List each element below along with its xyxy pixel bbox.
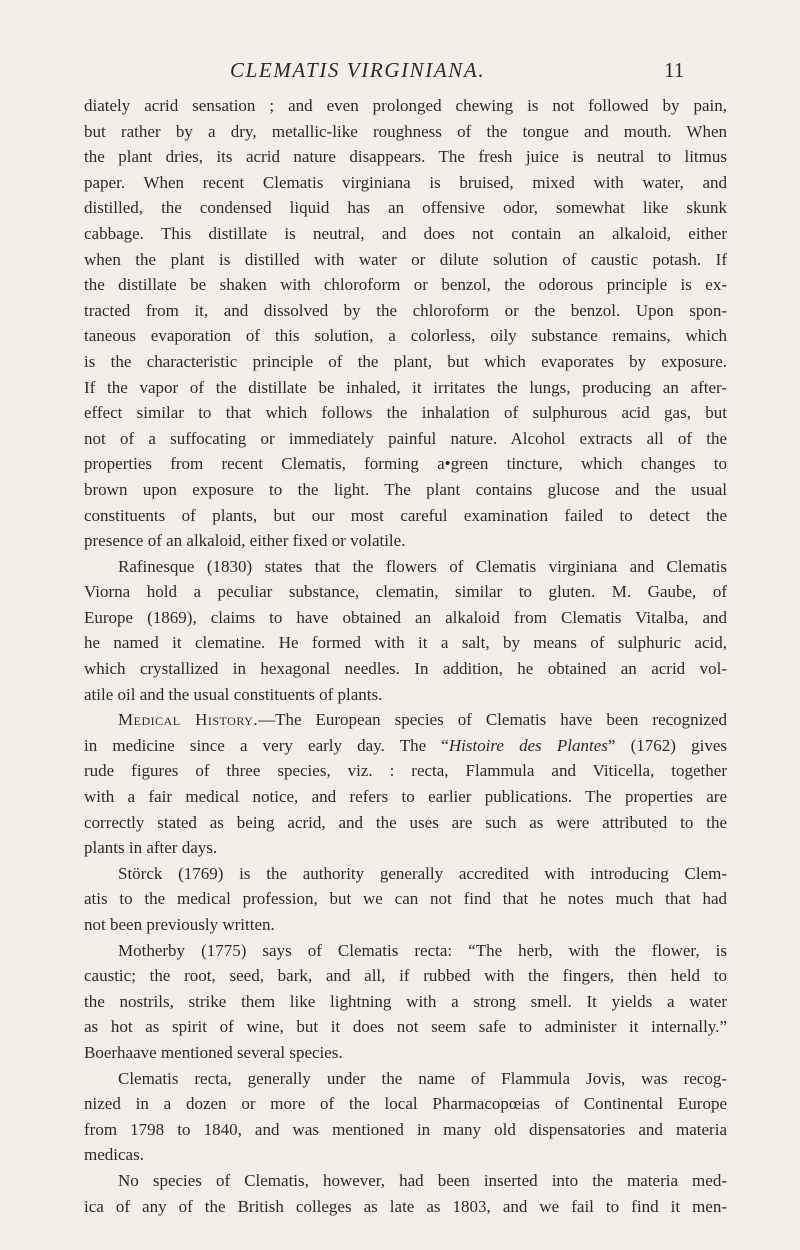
text-line: distilled, the condensed liquid has an offensive odor, somewhat like skunk [84, 198, 727, 218]
section-heading-rest: —The European species of Clematis have been recognized [258, 710, 727, 730]
text-line: not of a suffocating or immediately painful nature. Alcohol extracts all of the [84, 428, 727, 448]
text-line: plants in after days. [84, 838, 218, 858]
text-line: paper. When recent Clematis virginiana is bruised, mixed with water, and [84, 172, 727, 192]
text-line: as hot as spirit of wine, but it does not seem safe to administer it internally.” [84, 1017, 727, 1037]
text-line: Europe (1869), claims to have obtained an alkaloid from Clematis Vitalba, and [84, 607, 727, 627]
text-run: ” (1762) gives [607, 735, 727, 755]
text-line: No species of Clematis, however, had been inserted into the materia med- [118, 1170, 727, 1190]
running-head [0, 58, 800, 88]
text-line: he named it clematine. He formed with it a salt, by means of sulphuric acid, [84, 633, 727, 653]
section-heading-line [84, 707, 727, 733]
text-line: Motherby (1775) says of Clematis recta: “The herb, with the flower, is [118, 940, 727, 960]
text-line: cabbage. This distillate is neutral, and does not contain an alkaloid, either [84, 223, 727, 243]
text-line: which crystallized in hexagonal needles. In addition, he obtained an acrid vol- [84, 659, 727, 679]
text-line: ica of any of the British colleges as late as 1803, and we fail to find it men- [84, 1196, 727, 1216]
text-line: is the characteristic principle of the plant, but which evaporates by exposure. [84, 351, 727, 371]
text-line: the nostrils, strike them like lightning with a strong smell. It yields a water [84, 991, 727, 1011]
text-line: Boerhaave mentioned several species. [84, 1042, 343, 1062]
text-line: medicas. [84, 1145, 144, 1165]
text-line: properties from recent Clematis, forming a•green tincture, which changes to [84, 454, 727, 474]
text-line: If the vapor of the distillate be inhaled, it irritates the lungs, producing an after- [84, 377, 727, 397]
text-line: atile oil and the usual constituents of plants. [84, 684, 383, 704]
book-title: Histoire des Plantes [448, 735, 608, 755]
section-heading: Medical History. [118, 710, 259, 730]
text-line: but rather by a dry, metallic-like roughness of the tongue and mouth. When [84, 121, 727, 141]
text-line: the distillate be shaken with chloroform or benzol, the odorous principle is ex- [84, 275, 727, 295]
text-line: correctly stated as being acrid, and the uses are such as were attributed to the [84, 812, 727, 832]
text-line: with a fair medical notice, and refers to earlier publications. The properties are [84, 787, 727, 807]
text-line: Viorna hold a peculiar substance, clematin, similar to gluten. M. Gaube, of [84, 582, 727, 602]
text-line: Clematis recta, generally under the name of Flammula Jovis, was recog- [118, 1068, 727, 1088]
text-line [84, 733, 727, 759]
text-run: in medicine since a very early day. The “ [84, 735, 449, 755]
page-number: 11 [664, 58, 685, 82]
text-line: taneous evaporation of this solution, a colorless, oily substance remains, which [84, 326, 727, 346]
text-line: not been previously written. [84, 915, 275, 934]
text-line: diately acrid sensation ; and even prolonged chewing is not followed by pain, [84, 96, 727, 115]
text-line: nized in a dozen or more of the local Pharmacopœias of Continental Europe [84, 1094, 727, 1114]
text-line: the plant dries, its acrid nature disappears. The fresh juice is neutral to litmus [84, 147, 727, 167]
text-line: constituents of plants, but our most careful examination failed to detect the [84, 505, 727, 525]
body-text [84, 93, 727, 1219]
text-line: tracted from it, and dissolved by the chloroform or the benzol. Upon spon- [84, 300, 727, 320]
text-line: Störck (1769) is the authority generally accredited with introducing Clem- [118, 863, 727, 883]
text-line: rude figures of three species, viz. : recta, Flammula and Viticella, together [84, 761, 727, 781]
running-title: CLEMATIS VIRGINIANA. [230, 58, 486, 82]
text-line: caustic; the root, seed, bark, and all, if rubbed with the fingers, then held to [84, 966, 727, 986]
text-line: when the plant is distilled with water or dilute solution of caustic potash. If [84, 249, 727, 269]
text-line: presence of an alkaloid, either fixed or volatile. [84, 531, 406, 551]
text-line: from 1798 to 1840, and was mentioned in many old dispensatories and materia [84, 1119, 727, 1139]
text-line: effect similar to that which follows the inhalation of sulphurous acid gas, but [84, 403, 727, 423]
text-line: atis to the medical profession, but we can not find that he notes much that had [84, 889, 727, 909]
text-line: brown upon exposure to the light. The plant contains glucose and the usual [84, 479, 727, 499]
text-line: Rafinesque (1830) states that the flowers of Clematis virginiana and Clematis [118, 556, 727, 576]
